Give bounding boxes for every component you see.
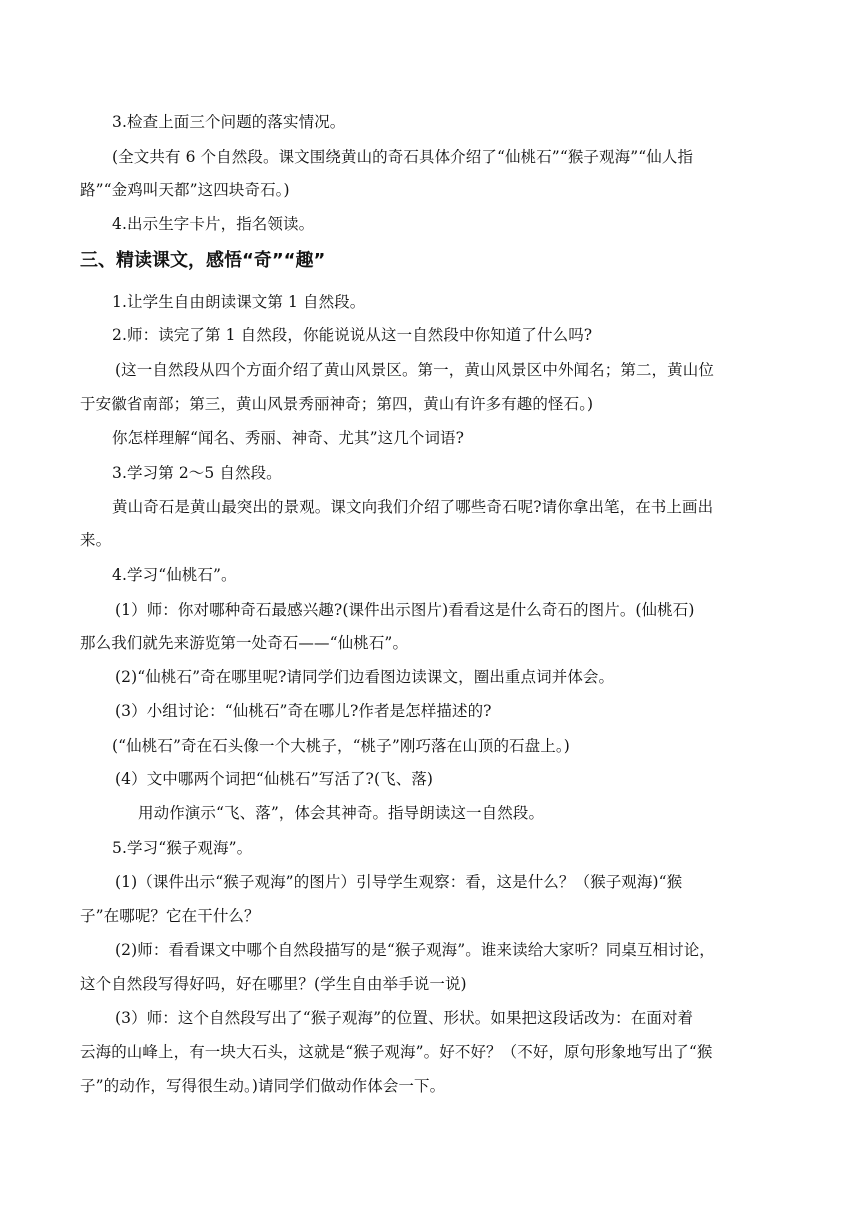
vocab-question: 你怎样理解“闻名、秀丽、神奇、尤其”这几个词语? <box>112 429 465 447</box>
section-heading-3: 三、精读课文，感悟“奇”“趣” <box>80 250 326 271</box>
intro-text-line-2: 来。 <box>80 531 112 549</box>
intro-text-line-1: 黄山奇石是黄山最突出的景观。课文向我们介绍了哪些奇石呢?请你拿出笔，在书上画出 <box>112 498 714 516</box>
peach-item-1-line-1: (1）师：你对哪种奇石最感兴趣?(课件出示图片)看看这是什么奇石的图片。(仙桃石) <box>115 601 695 619</box>
monkey-item-3-line-1: (3）师：这个自然段写出了“猴子观海”的位置、形状。如果把这段话改为：在面对着 <box>115 1009 694 1027</box>
step-5-monkey: 5.学习“猴子观海”。 <box>112 839 253 857</box>
monkey-item-2-line-1: (2)师：看看课文中哪个自然段描写的是“猴子观海”。谁来读给大家听？同桌互相讨论， <box>115 941 715 959</box>
monkey-item-3-line-2: 云海的山峰上，有一块大石头，这就是“猴子观海”。好不好？（不好，原句形象地写出了“猴 <box>80 1043 713 1061</box>
peach-item-4-activity: 用动作演示“飞、落”，体会其神奇。指导朗读这一自然段。 <box>138 804 545 822</box>
monkey-item-2-line-2: 这个自然段写得好吗，好在哪里？(学生自由举手说一说) <box>80 975 467 993</box>
peach-item-3-answer: (“仙桃石”奇在石头像一个大桃子，“桃子”刚巧落在山顶的石盘上。) <box>112 737 570 755</box>
peach-item-3: (3）小组讨论：“仙桃石”奇在哪儿?作者是怎样描述的? <box>115 702 492 720</box>
step-1-read: 1.让学生自由朗读课文第 1 自然段。 <box>112 293 366 311</box>
monkey-item-1-line-1: (1)（课件出示“猴子观海”的图片）引导学生观察：看，这是什么？（猴子观海)“猴 <box>115 873 683 891</box>
answer-text-line-2: 路”“金鸡叫天都”这四块奇石。) <box>80 181 290 199</box>
step-3-check: 3.检查上面三个问题的落实情况。 <box>112 113 346 131</box>
step-3-study: 3.学习第 2～5 自然段。 <box>112 464 282 482</box>
step-2-question: 2.师：读完了第 1 自然段，你能说说从这一自然段中你知道了什么吗? <box>112 326 593 344</box>
step-4-peach-stone: 4.学习“仙桃石”。 <box>112 566 237 584</box>
paragraph-answer-line-2: 于安徽省南部；第三，黄山风景秀丽神奇；第四，黄山有许多有趣的怪石。) <box>80 395 594 413</box>
monkey-item-3-line-3: 子”的动作，写得很生动。)请同学们做动作体会一下。 <box>80 1077 446 1095</box>
peach-item-2: (2)“仙桃石”奇在哪里呢?请同学们边看图边读课文，圈出重点词并体会。 <box>115 668 615 686</box>
answer-text-line-1: (全文共有 6 个自然段。课文围绕黄山的奇石具体介绍了“仙桃石”“猴子观海”“仙人指 <box>112 148 694 166</box>
peach-item-4: (4）文中哪两个词把“仙桃石”写活了?(飞、落) <box>115 770 434 788</box>
paragraph-answer-line-1: (这一自然段从四个方面介绍了黄山风景区。第一，黄山风景区中外闻名；第二，黄山位 <box>115 361 714 379</box>
step-4-cards: 4.出示生字卡片，指名领读。 <box>112 215 315 233</box>
peach-item-1-line-2: 那么我们就先来游览第一处奇石——“仙桃石”。 <box>80 634 409 652</box>
monkey-item-1-line-2: 子”在哪呢？它在干什么？ <box>80 907 260 925</box>
